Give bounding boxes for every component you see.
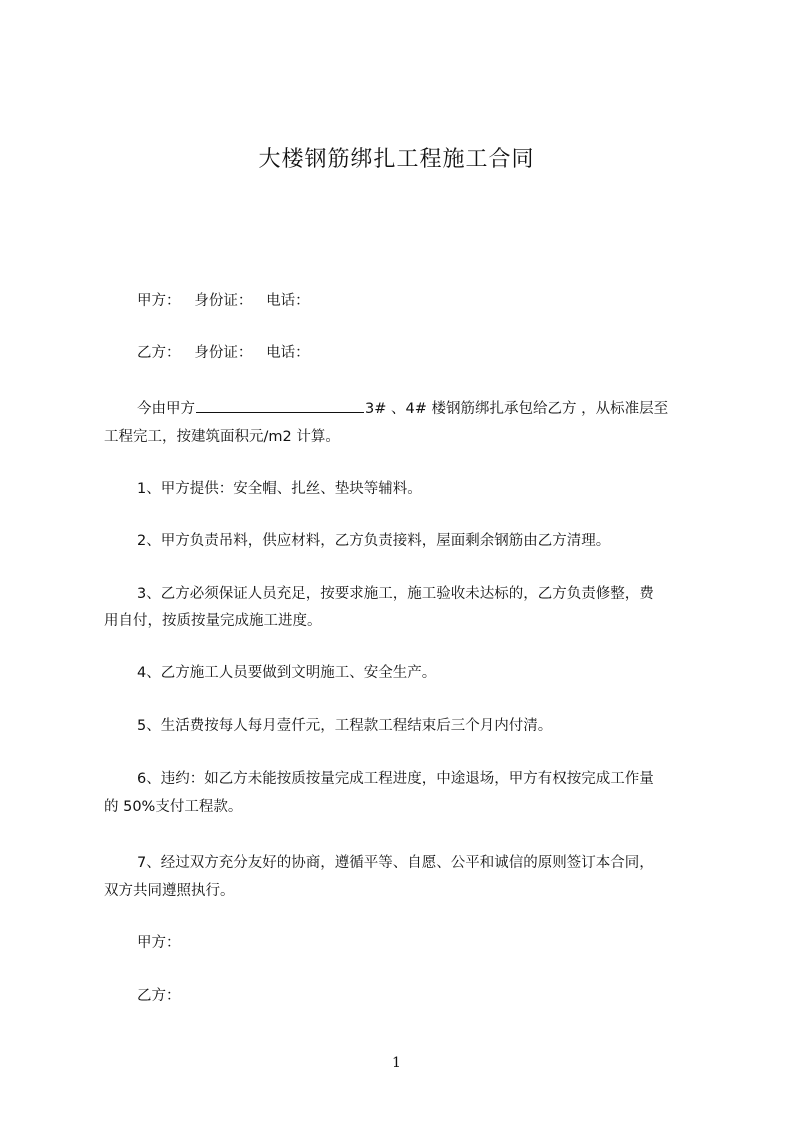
intro-line-2: 工程完工，按建筑面积元/m2 计算。 (104, 429, 340, 445)
clause-3-line-1: 3、乙方必须保证人员充足，按要求施工，施工验收未达标的，乙方负责修整，费 (137, 586, 654, 602)
clause-4: 4、乙方施工人员要做到文明施工、安全生产。 (137, 665, 437, 681)
clause-6-line-2: 的 50%支付工程款。 (104, 799, 243, 815)
clause-1: 1、甲方提供：安全帽、扎丝、垫块等辅料。 (137, 481, 422, 497)
page-number: 1 (392, 1055, 401, 1071)
signature-party-a: 甲方： (137, 935, 181, 951)
clause-7-line-2: 双方共同遵照执行。 (104, 883, 235, 899)
party-a-info: 甲方： 身份证： 电话： (137, 293, 310, 309)
clause-5: 5、生活费按每人每月壹仟元，工程款工程结束后三个月内付清。 (137, 718, 553, 734)
clause-3-line-2: 用自付，按质按量完成施工进度。 (104, 613, 322, 629)
party-b-info: 乙方： 身份证： 电话： (137, 345, 310, 361)
contract-title: 大楼钢筋绑扎工程施工合同 (258, 147, 535, 172)
intro-suffix: 3# 、4# 楼钢筋绑扎承包给乙方 ，从标准层至 (365, 401, 669, 417)
clause-6-line-1: 6、违约：如乙方未能按质按量完成工程进度，中途退场，甲方有权按完成工作量 (137, 771, 654, 787)
party-a-name-blank (196, 398, 364, 413)
intro-prefix: 今由甲方 (137, 401, 195, 417)
intro-line-1 (137, 395, 668, 424)
clause-2: 2、甲方负责吊料，供应材料，乙方负责接料，屋面剩余钢筋由乙方清理。 (137, 533, 611, 549)
signature-party-b: 乙方： (137, 988, 181, 1004)
clause-7-line-1: 7、经过双方充分友好的协商，遵循平等、自愿、公平和诚信的原则签订本合同， (137, 855, 654, 871)
